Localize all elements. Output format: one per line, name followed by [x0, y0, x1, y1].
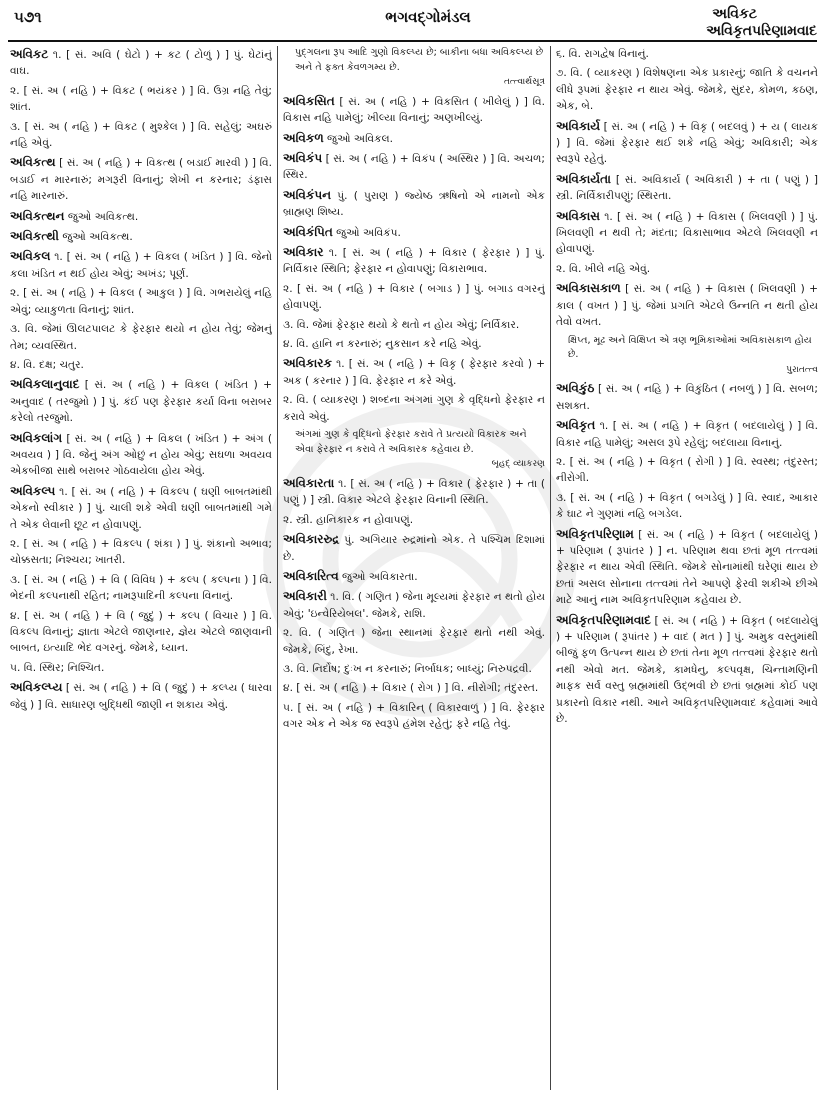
dictionary-entry [283, 244, 545, 278]
headword: અવિકળ [283, 130, 324, 145]
headword: અવિકલાંગ [10, 430, 63, 445]
headword: અવિકલાનુવાદ [10, 377, 80, 392]
definition-text: ૩. [ સં. અ ( નહિ ) + વિકૃત ( બગડેલું ) ] વિ. સ્વાદ, આકાર કે ઘાટ ને ગુણમાં નહિ બગડેલ. [556, 491, 818, 521]
dictionary-entry [10, 679, 272, 713]
dictionary-entry [556, 417, 818, 451]
headword: અવિકાસ [556, 208, 600, 223]
dictionary-entry [10, 154, 272, 204]
dictionary-entry [556, 280, 818, 330]
column-2 [283, 46, 545, 1092]
last-guide-word: અવિકૃતપરિણામવાદ [706, 23, 817, 39]
dictionary-entry [283, 336, 545, 352]
column-3 [556, 46, 818, 1092]
dictionary-entry [283, 224, 545, 241]
definition-text: ૩. વિ. નિર્દોષ; દુઃખ ન કરનારું; નિર્બાધક; બાધ્યું; નિરુપદ્રવી. [283, 662, 532, 675]
definition-text: [ સં. અ ( નહિ ) + વિકત્થ ( બડાઈ મારવી ) ] વિ. બડાઈ ન મારનારું; મગરૂરી વિનાનું; શેખી ન કરનાર; ડંફાસ નહિ મારનારું. [10, 157, 272, 203]
definition-text: [ સં. અ ( નહિ ) + વિકૃત ( બદલાયેલું ) + પરિણામ ( રૂપાંતર ) + વાદ ( મત ) ] પું. અમુક વસ્તુમાંથી બીજું ફળ ઉત્પન્ન થાય છે છતાં તેના મૂળ તત્ત્વમાં ફેરફાર થતો નથી એવો મત. જેમકે, કામધેનુ, કલ્પવૃક્ષ, ચિન્તામણિની માફક સર્વ વસ્તુ બ્રહ્મમાંથી ઉદ્‌ભવી છે છતાં બ્રહ્મમાં કોઈ પણ પ્રકારનો વિકાર નથી. આને અવિકૃતપરિણામવાદ કહેવામાં આવે છે. [556, 614, 818, 725]
definition-text: જુઓ અવિકત્થ. [58, 231, 133, 244]
dictionary-entry [283, 355, 545, 389]
definition-text: [ સં. અ ( નહિ ) + વિકલ ( ખંડિત ) + અંગ ( અવયવ ) ] વિ. જેનું અંગ ઓછું ન હોય એવું; સઘળા અવયવ એકબીજા સાથે બરાબર ગોઠવાયેલા હોય એવું. [10, 432, 272, 478]
definition-text: ૧. વિ. ( ગણિત ) જેના મૂલ્યમાં ફેરફાર ન થતો હોય એવું; 'ઇન્વેરિયેબલ'. જેમકે, રાશિ. [283, 591, 545, 620]
dictionary-entry [283, 187, 545, 221]
definition-text: ૨. સ્ત્રી. હાનિકારક ન હોવાપણું. [283, 513, 414, 526]
dictionary-entry [10, 483, 272, 533]
dictionary-entry [556, 171, 818, 205]
headword: અવિકત્થ [10, 155, 56, 170]
dictionary-entry [10, 228, 272, 245]
definition-text: જુઓ અવિકારતા. [338, 570, 418, 583]
definition-text: ૨. વિ. ( વ્યાકરણ ) શબ્દના અંગમાં ગુણ કે વૃદ્ધિનો ફેરફાર ન કરાવે એવું. [283, 394, 545, 423]
dictionary-entry [556, 65, 818, 114]
definition-text: [ સં. અ ( નહિ ) + વિકૃત ( બદલાયેલું ) + પરિણામ ( રૂપાંતર ) ] ન. પરિણામ થવા છતાં મૂળ તત્ત્વમાં ફેરફાર ન થાય એવી સ્થિતિ. જેમકે સોનામાંથી ઘરેણાં થાય છે છતાં અસલ સોનાના તત્ત્વમાં તેને આપણે ફેરવી શકીએ છીએ માટે આનું નામ અવિકૃતપરિણામ કહેવાય છે. [556, 528, 818, 607]
definition-text: ૧. [ સં. અ ( નહિ ) + વિકાસ ( ખિલવણી ) ] પું. ખિલવણી ન થવી તે; મંદતા; વિકાસાભાવ એટલે ખિલવણી ન હોવાપણું. [556, 210, 818, 256]
quotation-text: ક્ષિપ્ત, મૂઢ અને વિક્ષિપ્ત એ ત્રણ ભૂમિકાઓમાં અવિકાસકાળ હોય છે. [568, 334, 812, 361]
definition-text: ૪. વિ. દક્ષ; ચતુર. [10, 358, 84, 371]
headword: અવિકારરુદ્ર [283, 532, 340, 547]
definition-text: ૩. [ સં. અ ( નહિ ) + વિકટ ( મુશ્કેલ ) ] વિ. સહેલું; અઘરું નહિ એવું. [10, 120, 272, 150]
definition-text: ૨. [ સં. અ ( નહિ ) + વિકલ્પ ( શંકા ) ] પું. શંકાનો અભાવ; ચોક્કસતા; નિશ્ચય; ખાતરી. [10, 537, 272, 567]
headword: અવિકૃતપરિણામવાદ [556, 612, 651, 627]
dictionary-entry [283, 475, 545, 509]
dictionary-entry [556, 612, 818, 728]
definition-text: ૨. [ સં. અ ( નહિ ) + વિકાર ( બગાડ ) ] પું. બગાડ વગરનું હોવાપણું. [283, 282, 545, 312]
headword: અવિકાર્ય [556, 118, 601, 133]
definition-text: ૧. [ સં. અવિ ( ઘેટો ) + કટ ( ટોળું ) ] પું. ઘેટાંનું વાઘ. [10, 49, 272, 78]
headword: અવિકત્થન [10, 208, 65, 223]
headword: અવિકારી [283, 589, 327, 604]
dictionary-entry [10, 357, 272, 373]
dictionary-entry [283, 130, 545, 147]
headword: અવિકસિત [283, 93, 335, 108]
definition-text: [ સં. અ ( નહિ ) + વિકાસ ( ખિલવણી ) + કાલ ( વખત ) ] પું. જેમાં પ્રગતિ એટલે ઉન્નતિ ન થતી હોય તેવો વખત. [556, 283, 818, 329]
headword: અવિકલ્પ [10, 483, 56, 498]
book-title: ભગવદ્‌ગોમંડલ [385, 8, 471, 26]
headword: અવિકાસકાળ [556, 281, 621, 296]
definition-text: પું. ( પુરાણ ) જ્યેષ્ઠ ઋષિનો એ નામનો એક બ્રાહ્મણ શિષ્ય. [283, 189, 545, 219]
definition-text: [ સં. અ ( નહિ ) + વિકલ ( ખંડિત ) + અનુવાદ ( તરજુમો ) ] પું. કંઈ પણ ફેરફાર કર્યા વિના બરાબર કરેલો તરજુમો. [10, 379, 272, 425]
dictionary-entry [283, 392, 545, 425]
definition-text: ૧. [ સં. અ ( નહિ ) + વિકાર ( ફેરફાર ) + તા ( પણું ) ] સ્ત્રી. વિકાર એટલે ફેરફાર વિનાની સ્થિતિ. [283, 477, 545, 507]
dictionary-entry [10, 248, 272, 282]
definition-text: ૧. [ સં. અ ( નહિ ) + વિકાર ( ફેરફાર ) ] પું. નિર્વિકાર સ્થિતિ; ફેરફાર ન હોવાપણું; વિકારાભાવ. [283, 247, 545, 276]
dictionary-entry [283, 588, 545, 622]
quotation [295, 46, 545, 90]
headword: અવિકારતા [283, 475, 335, 490]
column-divider [277, 46, 278, 1090]
definition-text: ૪. [ સં. અ ( નહિ ) + વિકાર ( રોગ ) ] વિ. નીરોગી; તંદુરસ્ત. [283, 682, 539, 695]
dictionary-entry [283, 680, 545, 696]
dictionary-entry [10, 608, 272, 657]
quotation-source: તત્ત્વાર્થસૂત્ર [503, 77, 545, 88]
dictionary-entry [283, 317, 545, 333]
dictionary-entry [283, 93, 545, 127]
headword: અવિકલ [10, 249, 51, 264]
headword: અવિકૃત [556, 418, 596, 433]
definition-text: ૭. વિ. ( વ્યાકરણ ) વિશેષણના એક પ્રકારનું; જાતિ કે વચનને લીધે રૂપમાં ફેરફાર ન થાય એવું. જેમકે, સુંદર, કોમળ, કઠણ, એક, બે. [556, 67, 818, 113]
headword: અવિકટ [10, 47, 49, 61]
definition-text: ૨. વિ. ખીલે નહિ એવું. [556, 262, 651, 275]
dictionary-entry [10, 119, 272, 152]
headword: અવિકાર [283, 245, 324, 260]
dictionary-entry [10, 572, 272, 605]
definition-text: ૨. [ સં. અ ( નહિ ) + વિકટ ( ભયંકર ) ] વિ. ઉગ્ર નહિ તેવું; શાંત. [10, 84, 272, 114]
dictionary-entry [556, 261, 818, 277]
column-divider [550, 46, 551, 1090]
definition-text: ૨. [ સં. અ ( નહિ ) + વિકલ ( આકુલ ) ] વિ. ગભરાયેલું નહિ એવું; વ્યાકુળતા વિનાનું; શાંત. [10, 287, 272, 316]
dictionary-entry [556, 454, 818, 487]
definition-text: જુઓ અવિકત્થ. [64, 210, 139, 223]
definition-text: ૩. વિ. જેમાં ઊલટપાલટ કે ફેરફાર થયો ન હોય તેવું; જેમનું તેમ; વ્યવસ્થિત. [10, 323, 272, 352]
definition-text: [ સં. અ ( નહિ ) + વિકંપ ( અસ્થિર ) ] વિ. અચળ; સ્થિર. [283, 153, 545, 182]
column-1 [10, 46, 272, 1092]
dictionary-entry [10, 83, 272, 116]
headword: અવિકત્થી [10, 229, 59, 244]
dictionary-entry [556, 490, 818, 523]
quotation-source: પુરાતત્ત્વ [786, 364, 818, 375]
dictionary-entry [10, 321, 272, 354]
definition-text: પું. અગિયાર રુદ્રમાંનો એક. તે પશ્ચિમ દિશામાં છે. [283, 534, 545, 563]
headword: અવિકારિત્વ [283, 568, 339, 583]
definition-text: ૨. વિ. ( ગણિત ) જેના સ્થાનમાં ફેરફાર થતો નથી એવું. જેમકે, બિંદુ, રેખા. [283, 627, 545, 656]
quotation-text: અંગમાં ગુણ કે વૃદ્ધિનો ફેરફાર કરાવે તે પ્રત્યયો વિકારક અને એવા ફેરફાર ન કરાવે તે અવિકારક કહેવાય છે. [295, 429, 527, 455]
quotation-source: બૃહદ્ વ્યાકરણ [491, 459, 545, 470]
definition-text: ૩. [ સં. અ ( નહિ ) + વિ ( વિવિધ ) + કલ્પ ( કલ્પના ) ] વિ. ભેદની કલ્પનાથી રહિત; નામરૂપાદિની કલ્પના વિનાનું. [10, 573, 272, 603]
definition-text: ૬. વિ. રાગદ્વેષ વિનાનું. [556, 48, 649, 60]
page-number: ૫૭૧ [14, 8, 42, 26]
dictionary-entry [556, 118, 818, 168]
dictionary-entry [556, 208, 818, 258]
definition-text: ૩. વિ. જેમાં ફેરફાર થયો કે થતો ન હોય એવું; નિર્વિકાર. [283, 318, 520, 331]
definition-text: [ સં. અ ( નહિ ) + વિકસિત ( ખીલેલું ) ] વિ. વિકાસ નહિ પામેલું; ખીલ્યા વિનાનું; અણખીલ્યું. [283, 95, 545, 125]
dictionary-entry [283, 531, 545, 565]
dictionary-entry [556, 380, 818, 414]
quotation [295, 428, 545, 472]
definition-text: ૪. [ સં. અ ( નહિ ) + વિ ( જુદું ) + કલ્પ ( વિચાર ) ] વિ. વિકલ્પ વિનાનું; જ્ઞાતા એટલે જાણનાર, જ્ઞેય એટલે જાણવાની બાબત, ઇત્યાદિ ભેદ વગરનું. જેમકે, ધ્યાન. [10, 609, 272, 655]
first-guide-word: અવિકટ [712, 6, 757, 22]
definition-text: ૧. [ સં. અ ( નહિ ) + વિકલ ( ખંડિત ) ] વિ. જેનો કલા ખંડિત ન થઈ હોય એવું; અખંડ; પૂર્ણ. [10, 251, 272, 280]
definition-text: જુઓ અવિકંપ. [332, 226, 401, 239]
definition-text: [ સં. અ ( નહિ ) + વિકુંઠિત ( નબળું ) ] વિ. સબળ; સશક્ત. [556, 383, 818, 412]
dictionary-entry [556, 526, 818, 609]
dictionary-entry [283, 700, 545, 733]
dictionary-entry [283, 281, 545, 314]
definition-text: ૪. વિ. હાનિ ન કરનારું; નુકસાન કરે નહિ એવું. [283, 338, 482, 351]
dictionary-entry [10, 430, 272, 480]
headword: અવિકારક [283, 356, 332, 371]
dictionary-entry [10, 536, 272, 569]
definition-text: [ સં. અ ( નહિ ) + વિકૃ ( બદલવું ) + ય ( લાયક ) ] વિ. જેમાં ફેરફાર થઈ શકે નહિ એવું; અવિકારી; એક સ્વરૂપે રહેતું. [556, 120, 818, 166]
dictionary-entry [283, 512, 545, 528]
headword: અવિકલ્પ્ય [10, 680, 63, 695]
quotation-text: પુદ્‌ગલના રૂપ આદિ ગુણો વિકલ્પ્ય છે; બાકીના બધા અવિકલ્પ્ય છે અને તે ફક્ત કેવળગમ્ય છે. [295, 47, 544, 73]
dictionary-entry [10, 46, 272, 80]
headword: અવિકંપ [283, 151, 323, 165]
dictionary-entry [10, 208, 272, 225]
header-rule [8, 40, 817, 42]
definition-text: ૨. [ સં. અ ( નહિ ) + વિકૃત ( રોગી ) ] વિ. સ્વસ્થ; તંદુરસ્ત; નીરોગી. [556, 455, 818, 485]
dictionary-entry [10, 285, 272, 318]
headword: અવિકંપિત [283, 224, 333, 239]
dictionary-entry [283, 661, 545, 677]
definition-text: ૧. [ સં. અ ( નહિ ) + વિકૃત ( બદલાયેલું ) ] વિ. વિકાર નહિ પામેલું; અસલ રૂપે રહેલું; બદલાયા વિનાનું. [556, 420, 818, 449]
dictionary-entry [10, 376, 272, 426]
definition-text: ૫. [ સં. અ ( નહિ ) + વિકારિન્ ( વિકારવાળું ) ] વિ. ફેરફાર વગર એક ને એક જ સ્વરૂપે હંમેશ રહેતું; ફરે નહિ તેવું. [283, 701, 545, 731]
dictionary-entry [283, 568, 545, 585]
headword: અવિકૃતપરિણામ [556, 526, 634, 541]
page-header [8, 4, 817, 40]
dictionary-entry [556, 46, 818, 62]
definition-text: જુઓ અવિકલ. [323, 132, 393, 145]
definition-text: [ સં. અવિકાર્ય ( અવિકારી ) + તા ( પણું ) ] સ્ત્રી. નિર્વિકારીપણું; સ્થિરતા. [556, 173, 818, 203]
definition-text: ૧. [ સં. અ ( નહિ ) + વિકૃ ( ફેરફાર કરવો ) + અક ( કરનાર ) ] વિ. ફેરફાર ન કરે એવું. [283, 358, 545, 387]
definition-text: ૧. [ સં. અ ( નહિ ) + વિકલ્પ ( ઘણી બાબતમાંથી એકનો સ્વીકાર ) ] પું. ચાલી શકે એવી ઘણી બાબતમાંથી ગમે તે એક લેવાની છૂટ ન હોવાપણું. [10, 485, 272, 531]
headword: અવિકંપન [283, 187, 332, 202]
definition-text: ૫. વિ. સ્થિર; નિશ્ચિત. [10, 661, 105, 674]
definition-text: [ સં. અ ( નહિ ) + વિ ( જુદું ) + કલ્પ્ય ( ધારવા જેવું ) ] વિ. સાધારણ બુદ્ધિથી જાણી ન શકાય એવું. [10, 682, 272, 711]
dictionary-entry [283, 625, 545, 658]
dictionary-entry [283, 150, 545, 184]
headword: અવિકુંઠ [556, 381, 595, 396]
dictionary-entry [10, 660, 272, 676]
quotation [568, 334, 818, 378]
headword: અવિકાર્યતા [556, 171, 611, 186]
